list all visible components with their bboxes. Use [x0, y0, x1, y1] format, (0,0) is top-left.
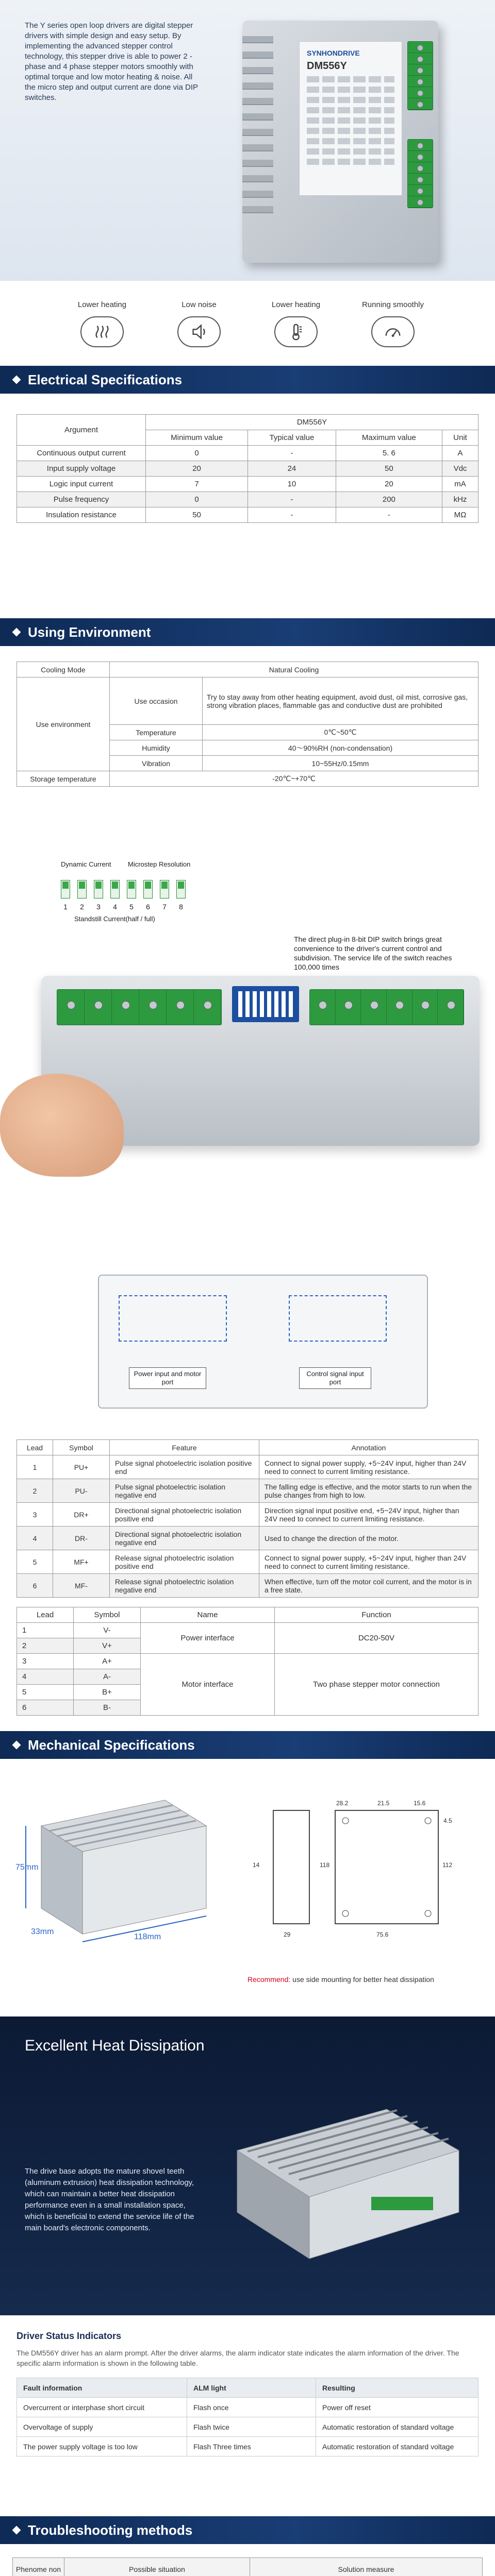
fault-header: Fault information — [17, 2378, 187, 2398]
solution-header: Solution measure — [250, 2558, 483, 2576]
table-row — [17, 1574, 478, 1598]
length-dimension: 118mm — [134, 1933, 161, 1941]
dip-switch-block — [232, 986, 299, 1022]
cell: Natural Cooling — [110, 662, 478, 677]
feature-label: Lower heating — [271, 300, 321, 309]
table-row — [17, 2437, 478, 2456]
height-dimension: 75mm — [15, 1863, 39, 1872]
table-row — [17, 477, 478, 492]
driver-product-image — [222, 5, 464, 273]
typ-header: Typical value — [248, 430, 336, 446]
cell: 0 — [146, 446, 248, 461]
cell: V+ — [74, 1638, 141, 1654]
feature-label: Low noise — [182, 300, 217, 309]
switch-note: The direct plug-in 8-bit DIP switch brings great convenience to the driver's current control and subdivision. The service life of the switch reaches 100,000 times — [294, 935, 452, 971]
phenomenon-header: Phenome non — [13, 2558, 64, 2576]
feature-label: Lower heating — [77, 300, 127, 309]
heat-text: The drive base adopts the mature shovel teeth (aluminum extrusion) heat dissipation technology, which can maintain a better heat dissipation performance even in a small installation space, which is beneficial to extend the service life of the main board's electronic components. — [25, 2167, 194, 2232]
section-title: Troubleshooting methods — [28, 2522, 193, 2538]
cell: 7 — [146, 477, 248, 492]
cell: 5 — [17, 1685, 74, 1700]
cell: 50 — [146, 507, 248, 523]
thermometer-icon — [274, 316, 318, 347]
troubleshooting-section — [0, 2544, 495, 2576]
cell: PU- — [53, 1479, 110, 1503]
cell: 200 — [336, 492, 442, 507]
dimension-label: 21.5 — [377, 1800, 390, 1807]
cell: Two phase stepper motor connection — [275, 1654, 478, 1716]
cell: DR+ — [53, 1503, 110, 1527]
table-row — [17, 446, 478, 461]
alm-header: ALM light — [187, 2378, 316, 2398]
cell: 6 — [17, 1574, 53, 1598]
cell: Input supply voltage — [17, 461, 146, 477]
cell: Try to stay away from other heating equipment, avoid dust, oil mist, corrosive gas, strong vibration places, flammable gas and conductive dust are prohibited — [203, 677, 478, 725]
dip-switch — [127, 880, 136, 899]
dimension-label: 28.2 — [336, 1800, 349, 1807]
cell: Release signal photoelectric isolation negative end — [110, 1574, 259, 1598]
switch-number: 5 — [129, 903, 134, 911]
switch-number: 8 — [179, 903, 183, 911]
control-terminal-block — [407, 41, 433, 110]
argument-header: Argument — [17, 415, 146, 446]
table-row — [17, 492, 478, 507]
cell: MF- — [53, 1574, 110, 1598]
name-header: Name — [141, 1607, 275, 1623]
recommend-text: use side mounting for better heat dissipation — [292, 1975, 434, 1984]
dimension-label: 4.5 — [443, 1817, 452, 1824]
cell: - — [248, 446, 336, 461]
cell: Use environment — [17, 677, 110, 771]
dip-switch — [143, 880, 153, 899]
cell: Power off reset — [316, 2398, 478, 2417]
status-table — [16, 2378, 478, 2456]
feature-header: Feature — [110, 1440, 259, 1455]
cell: Logic input current — [17, 477, 146, 492]
speaker-icon — [177, 316, 221, 347]
dip-switch — [110, 880, 120, 899]
cell: A — [442, 446, 478, 461]
cell: The power supply voltage is too low — [17, 2437, 187, 2456]
cell: Vibration — [110, 756, 203, 771]
lead-header: Lead — [17, 1440, 53, 1455]
switch-number: 3 — [96, 903, 101, 911]
feature-item — [63, 300, 141, 366]
switch-number: 1 — [63, 903, 68, 911]
cell: 10 — [248, 477, 336, 492]
cell: Release signal photoelectric isolation positive end — [110, 1550, 259, 1574]
cell: Pulse signal photoelectric isolation negative end — [110, 1479, 259, 1503]
cell: Insulation resistance — [17, 507, 146, 523]
dip-switch — [61, 880, 70, 899]
dimension-label: 29 — [284, 1931, 291, 1938]
table-row — [17, 461, 478, 477]
section-title: Mechanical Specifications — [28, 1737, 195, 1753]
switch-number: 7 — [162, 903, 167, 911]
table-row — [17, 1550, 478, 1574]
cell: 5 — [17, 1550, 53, 1574]
symbol-header: Symbol — [53, 1440, 110, 1455]
cell: When effective, turn off the motor coil current, and the motor is in a free state. — [259, 1574, 478, 1598]
symbol-header: Symbol — [74, 1607, 141, 1623]
cell: - — [248, 507, 336, 523]
cell: MΩ — [442, 507, 478, 523]
switch-number: 2 — [80, 903, 84, 911]
switch-number: 4 — [113, 903, 117, 911]
hero-description — [25, 21, 200, 103]
cell: B+ — [74, 1685, 141, 1700]
cell: 50 — [336, 461, 442, 477]
electrical-spec-section — [0, 394, 495, 618]
feature-item — [257, 300, 335, 366]
gauge-icon — [371, 316, 415, 347]
table-row — [17, 1479, 478, 1503]
cell: kHz — [442, 492, 478, 507]
problem-header: Possible situation — [64, 2558, 250, 2576]
signal-lead-table — [16, 1439, 478, 1598]
recommend-prefix: Recommend: — [248, 1975, 291, 1984]
cell: Flash Three times — [187, 2437, 316, 2456]
cell: 20 — [336, 477, 442, 492]
heat-title: Excellent Heat Dissipation — [25, 2037, 205, 2054]
power-port-caption: Power input and motor port — [129, 1367, 206, 1389]
cell: Directional signal photoelectric isolation positive end — [110, 1503, 259, 1527]
cell: Motor interface — [141, 1654, 275, 1716]
power-port-highlight — [119, 1295, 227, 1342]
cell: Pulse signal photoelectric isolation positive end — [110, 1455, 259, 1479]
cell: - — [248, 492, 336, 507]
cell: 2 — [17, 1479, 53, 1503]
status-indicator-section — [0, 2315, 495, 2516]
feature-item — [160, 300, 238, 366]
cell: Overvoltage of supply — [17, 2417, 187, 2437]
function-header: Function — [275, 1607, 478, 1623]
cell: 3 — [17, 1503, 53, 1527]
cell: The falling edge is effective, and the motor starts to run when the pulse changes from high to low. — [259, 1479, 478, 1503]
isometric-drawing — [10, 1780, 227, 1950]
cell: MF+ — [53, 1550, 110, 1574]
cell: B- — [74, 1700, 141, 1716]
hero-text: The Y series open loop drivers are digital stepper drivers with simple design and easy setup. By implementing the advanced stepper control technology, this stepper drive is able to power 2 - phase and 4 phase stepper motors smoothly with optimal torque and low motor heating & noise. All the micro step and output current are done via DIP switches. — [25, 21, 198, 102]
unit-header: Unit — [442, 430, 478, 446]
table-row — [17, 1527, 478, 1550]
heat-dissipation-section — [0, 2016, 495, 2315]
environment-section — [0, 646, 495, 857]
electrical-spec-table — [16, 414, 478, 523]
section-title: Using Environment — [28, 624, 151, 640]
cell: Flash twice — [187, 2417, 316, 2437]
standstill-current-label: Standstill Current(half / full) — [74, 915, 155, 923]
microstep-label: Microstep Resolution — [128, 860, 191, 868]
table-row — [17, 1503, 478, 1527]
dip-switch — [77, 880, 87, 899]
power-terminal-block — [407, 139, 433, 208]
dimension-label: 75.6 — [376, 1931, 389, 1938]
cell: 0 — [146, 492, 248, 507]
dimension-label: 14 — [253, 1861, 260, 1869]
cell: -20℃~+70℃ — [110, 771, 478, 787]
table-row — [17, 1623, 478, 1638]
cell: Connect to signal power supply, +5~24V input, higher than 24V need to connect to current limiting resistance. — [259, 1550, 478, 1574]
table-row — [17, 1455, 478, 1479]
cell: PU+ — [53, 1455, 110, 1479]
dip-switch — [176, 880, 186, 899]
dip-switch-diagram — [56, 857, 205, 935]
cell: Use occasion — [110, 677, 203, 725]
status-description: The DM556Y driver has an alarm prompt. After the driver alarms, the alarm indicator state indicates the alarm information of the driver. The specific alarm information is shown in the following table. — [16, 2349, 459, 2367]
cell: Vdc — [442, 461, 478, 477]
feature-label: Running smoothly — [361, 300, 424, 309]
min-header: Minimum value — [146, 430, 248, 446]
cell: 4 — [17, 1669, 74, 1685]
mechanical-section — [0, 1759, 495, 2016]
cell: Overcurrent or interphase short circuit — [17, 2398, 187, 2417]
cell: DC20-50V — [275, 1623, 478, 1654]
cell: 5. 6 — [336, 446, 442, 461]
model-header: DM556Y — [146, 415, 478, 430]
annotation-header: Annotation — [259, 1440, 478, 1455]
electrical-spec-header — [0, 366, 495, 394]
table-row — [17, 1654, 478, 1669]
model-name: DM556Y — [307, 60, 347, 72]
cell: Connect to signal power supply, +5~24V input, higher than 24V need to connect to current limiting resistance. — [259, 1455, 478, 1479]
cell: Cooling Mode — [17, 662, 110, 677]
cell: mA — [442, 477, 478, 492]
dynamic-current-label: Dynamic Current — [61, 860, 111, 868]
cell: A+ — [74, 1654, 141, 1669]
port-layout-diagram — [0, 1269, 495, 1439]
dimension-label: 118 — [320, 1861, 330, 1869]
table-row — [17, 2417, 478, 2437]
cell: Storage temperature — [17, 771, 110, 787]
switch-number: 6 — [146, 903, 150, 911]
cell: 20 — [146, 461, 248, 477]
lead-section — [0, 1439, 495, 1731]
cell: Automatic restoration of standard voltage — [316, 2437, 478, 2456]
cell: 0℃~50℃ — [203, 725, 478, 740]
environment-table — [16, 662, 478, 787]
environment-header — [0, 618, 495, 646]
cell: Flash once — [187, 2398, 316, 2417]
control-port-caption: Control signal input port — [299, 1367, 371, 1389]
cell: - — [336, 507, 442, 523]
dip-switch — [94, 880, 103, 899]
cell: Used to change the direction of the motor. — [259, 1527, 478, 1550]
depth-dimension: 33mm — [31, 1927, 54, 1936]
cell: Continuous output current — [17, 446, 146, 461]
feature-icons — [0, 281, 495, 366]
troubleshooting-table — [12, 2557, 483, 2576]
cell: V- — [74, 1623, 141, 1638]
feature-item — [354, 300, 432, 366]
control-port-highlight — [289, 1295, 387, 1342]
mechanical-spec-header — [0, 1731, 495, 1759]
cell: 24 — [248, 461, 336, 477]
cell: 1 — [17, 1623, 74, 1638]
cell: 10~55Hz/0.15mm — [203, 756, 478, 771]
side-dimension-drawing — [242, 1790, 459, 1944]
cell: 1 — [17, 1455, 53, 1479]
dip-switch — [160, 880, 169, 899]
cell: Directional signal photoelectric isolation negative end — [110, 1527, 259, 1550]
table-row — [17, 2398, 478, 2417]
power-pin-table — [16, 1607, 478, 1716]
cell: Pulse frequency — [17, 492, 146, 507]
cell: 6 — [17, 1700, 74, 1716]
cell: A- — [74, 1669, 141, 1685]
cell: Automatic restoration of standard voltage — [316, 2417, 478, 2437]
dimension-label: 15.6 — [414, 1800, 426, 1807]
cell: 4 — [17, 1527, 53, 1550]
table-row — [17, 507, 478, 523]
cell: Temperature — [110, 725, 203, 740]
cell: 3 — [17, 1654, 74, 1669]
heatsink-illustration — [217, 2089, 474, 2274]
cell: DR- — [53, 1527, 110, 1550]
section-title: Electrical Specifications — [28, 371, 183, 387]
status-title: Driver Status Indicators — [16, 2331, 122, 2341]
max-header: Maximum value — [336, 430, 442, 446]
mounting-recommendation — [248, 1975, 434, 1984]
cell: Power interface — [141, 1623, 275, 1654]
troubleshooting-header — [0, 2516, 495, 2544]
cell: 2 — [17, 1638, 74, 1654]
lead-header: Lead — [17, 1607, 74, 1623]
cell: Direction signal input positive end, +5~24V input, higher than 24V need to connect to current limiting resistance. — [259, 1503, 478, 1527]
driver-label-plate — [299, 41, 402, 196]
heating-icon — [80, 316, 124, 347]
result-header: Resulting — [316, 2378, 478, 2398]
dimension-label: 112 — [442, 1861, 453, 1869]
hero-section — [0, 0, 495, 281]
cell: Humidity — [110, 740, 203, 756]
brand-logo: SYNHONDRIVE — [307, 49, 360, 57]
cell: 40～90%RH (non-condensation) — [203, 740, 478, 756]
dip-switch-illustration — [0, 857, 495, 1269]
